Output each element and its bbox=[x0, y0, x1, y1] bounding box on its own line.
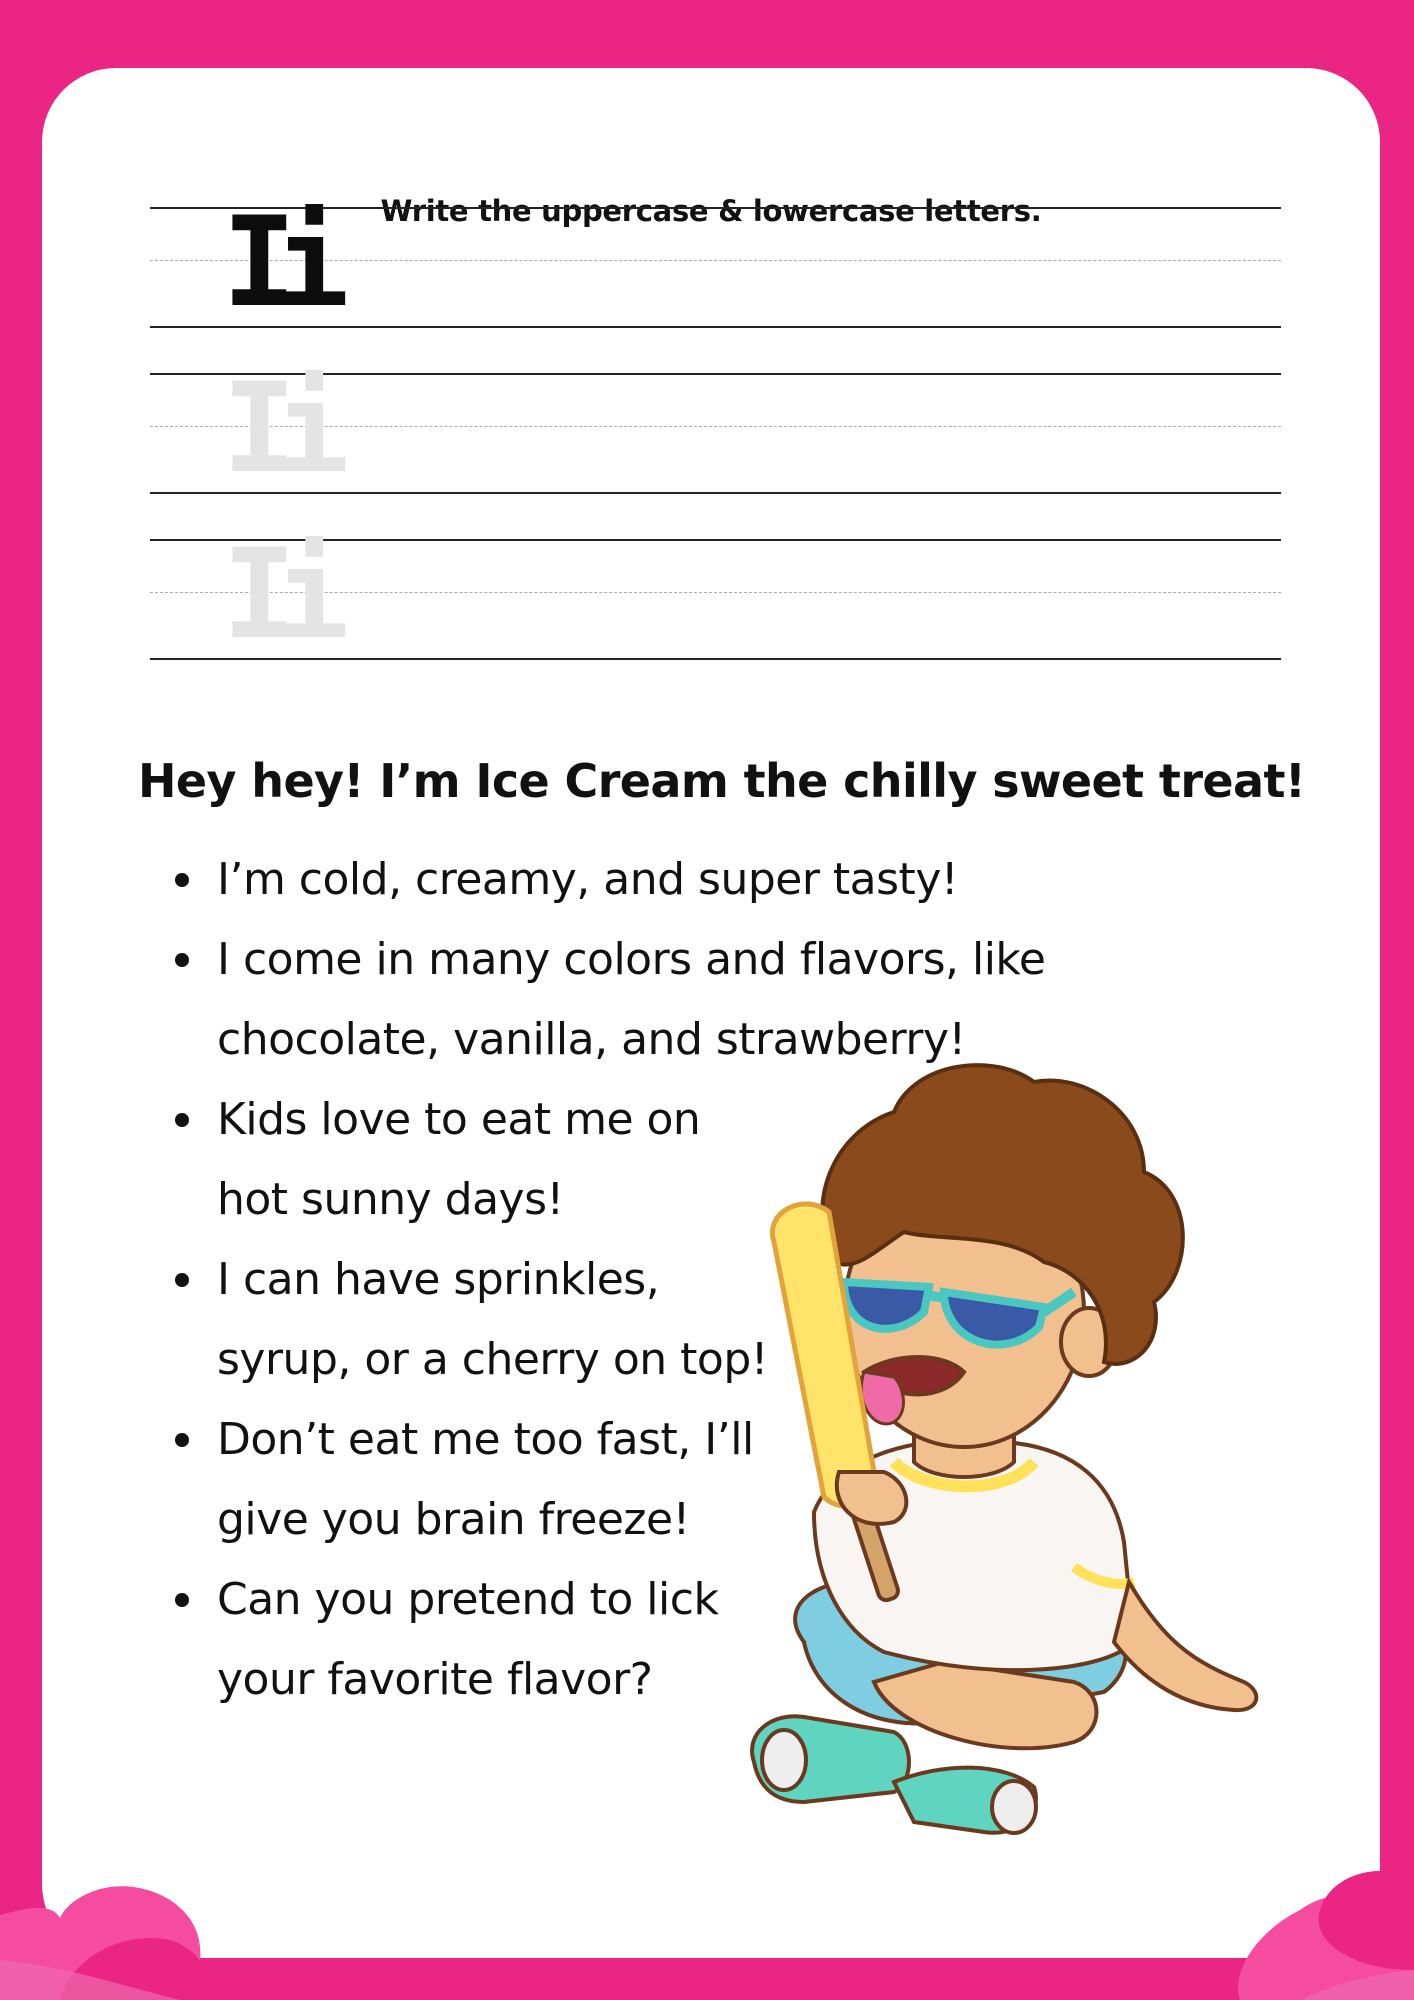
writing-row-1[interactable] bbox=[150, 191, 1281, 335]
fact-text: Don’t eat me too fast, I’ll bbox=[217, 1414, 754, 1465]
writing-row-3[interactable] bbox=[150, 523, 1281, 667]
model-letters: Ii bbox=[222, 191, 328, 335]
fact-text: I come in many colors and flavors, like bbox=[217, 934, 1046, 985]
instruction-text: Write the uppercase & lowercase letters. bbox=[380, 194, 1042, 228]
writing-row-2[interactable] bbox=[150, 357, 1281, 501]
fact-text: Kids love to eat me on bbox=[217, 1094, 701, 1145]
intro-heading: Hey hey! I’m Ice Cream the chilly sweet treat! bbox=[138, 754, 1306, 808]
bullet-icon bbox=[175, 953, 189, 967]
fact-text: I’m cold, creamy, and super tasty! bbox=[217, 854, 958, 905]
bottom-blob-decoration bbox=[0, 1840, 1414, 2000]
fact-item bbox=[175, 840, 1275, 920]
fact-text: chocolate, vanilla, and strawberry! bbox=[217, 1014, 966, 1065]
fact-text: Can you pretend to lick bbox=[217, 1574, 719, 1625]
fact-text: your favorite flavor? bbox=[217, 1654, 653, 1705]
bullet-icon bbox=[175, 1433, 189, 1447]
bullet-icon bbox=[175, 1113, 189, 1127]
fact-text: give you brain freeze! bbox=[217, 1494, 690, 1545]
trace-letters: Ii bbox=[222, 523, 328, 667]
fact-text: I can have sprinkles, bbox=[217, 1254, 660, 1305]
bullet-icon bbox=[175, 1593, 189, 1607]
bullet-icon bbox=[175, 1273, 189, 1287]
trace-letters: Ii bbox=[222, 357, 328, 501]
fact-text: syrup, or a cherry on top! bbox=[217, 1334, 768, 1385]
kid-eating-popsicle-illustration bbox=[744, 1042, 1304, 1842]
fact-text: hot sunny days! bbox=[217, 1174, 564, 1225]
bullet-icon bbox=[175, 873, 189, 887]
